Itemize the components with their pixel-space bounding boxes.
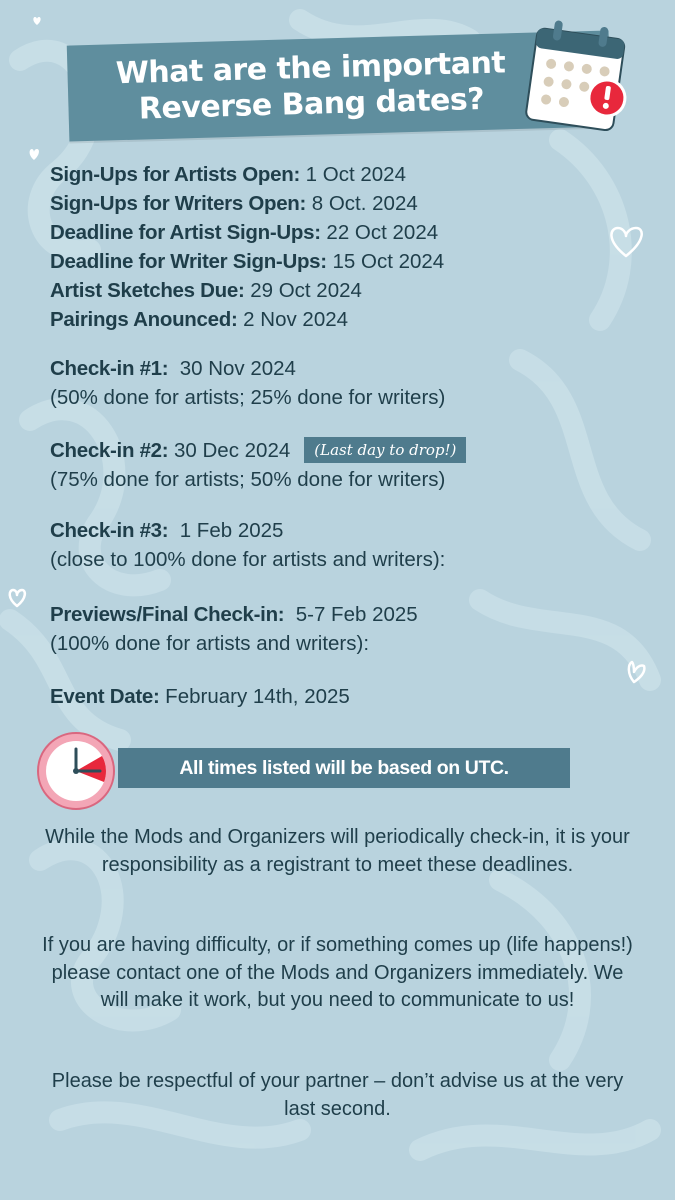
checkin-1-detail: (50% done for artists; 25% done for writers)	[50, 386, 446, 409]
checkin-2: Check-in #2: 30 Dec 2024 (Last day to drop!) (75% done for artists; 50% done for writers)	[50, 436, 650, 494]
respect-paragraph: Please be respectful of your partner – don’t advise us at the very last second.	[51, 1070, 624, 1120]
event-date: Event Date: February 14th, 2025	[50, 685, 350, 708]
dates-list	[50, 160, 630, 334]
utc-notice-bar	[118, 748, 570, 788]
date-row-artist-signups-open: Sign-Ups for Artists Open: 1 Oct 2024	[50, 163, 406, 186]
clock-icon	[34, 730, 122, 812]
checkin-2-detail: (75% done for artists; 50% done for writers)	[50, 468, 446, 491]
page-title-line-2: Reverse Bang dates?	[138, 81, 485, 127]
date-row-pairings-announced: Pairings Anounced: 2 Nov 2024	[50, 308, 349, 331]
final-checkin: Previews/Final Check-in: 5-7 Feb 2025 (100% done for artists and writers):	[50, 600, 650, 658]
date-row-writer-signups-open: Sign-Ups for Writers Open: 8 Oct. 2024	[50, 192, 418, 215]
heart-icon	[30, 149, 39, 160]
utc-notice-text: All times listed will be based on UTC.	[179, 756, 509, 779]
checkin-3-detail: (close to 100% done for artists and writers):	[50, 548, 446, 571]
checkin-1: Check-in #1: 30 Nov 2024 (50% done for artists; 25% done for writers)	[50, 354, 650, 412]
page-title-line-1: What are the important	[115, 45, 506, 92]
heart-icon	[10, 590, 25, 606]
responsibility-paragraph: While the Mods and Organizers will periodically check-in, it is your responsibility as a registrant to meet these deadlines.	[45, 826, 630, 876]
date-row-writer-signup-deadline: Deadline for Writer Sign-Ups: 15 Oct 2024	[50, 250, 445, 273]
heart-icon	[33, 17, 40, 25]
last-day-to-drop-badge: (Last day to drop!)	[304, 437, 466, 463]
checkin-3: Check-in #3: 1 Feb 2025 (close to 100% done for artists and writers):	[50, 516, 650, 574]
date-row-sketches-due: Artist Sketches Due: 29 Oct 2024	[50, 279, 362, 302]
difficulty-paragraph: If you are having difficulty, or if something comes up (life happens!) please contact one of the Mods and Organizers immediately. We will make it work, but you need to communicate to us!	[42, 934, 633, 1011]
heart-icon	[629, 662, 645, 682]
calendar-icon	[522, 16, 638, 132]
final-checkin-detail: (100% done for artists and writers):	[50, 632, 370, 655]
date-row-artist-signup-deadline: Deadline for Artist Sign-Ups: 22 Oct 2024	[50, 221, 439, 244]
